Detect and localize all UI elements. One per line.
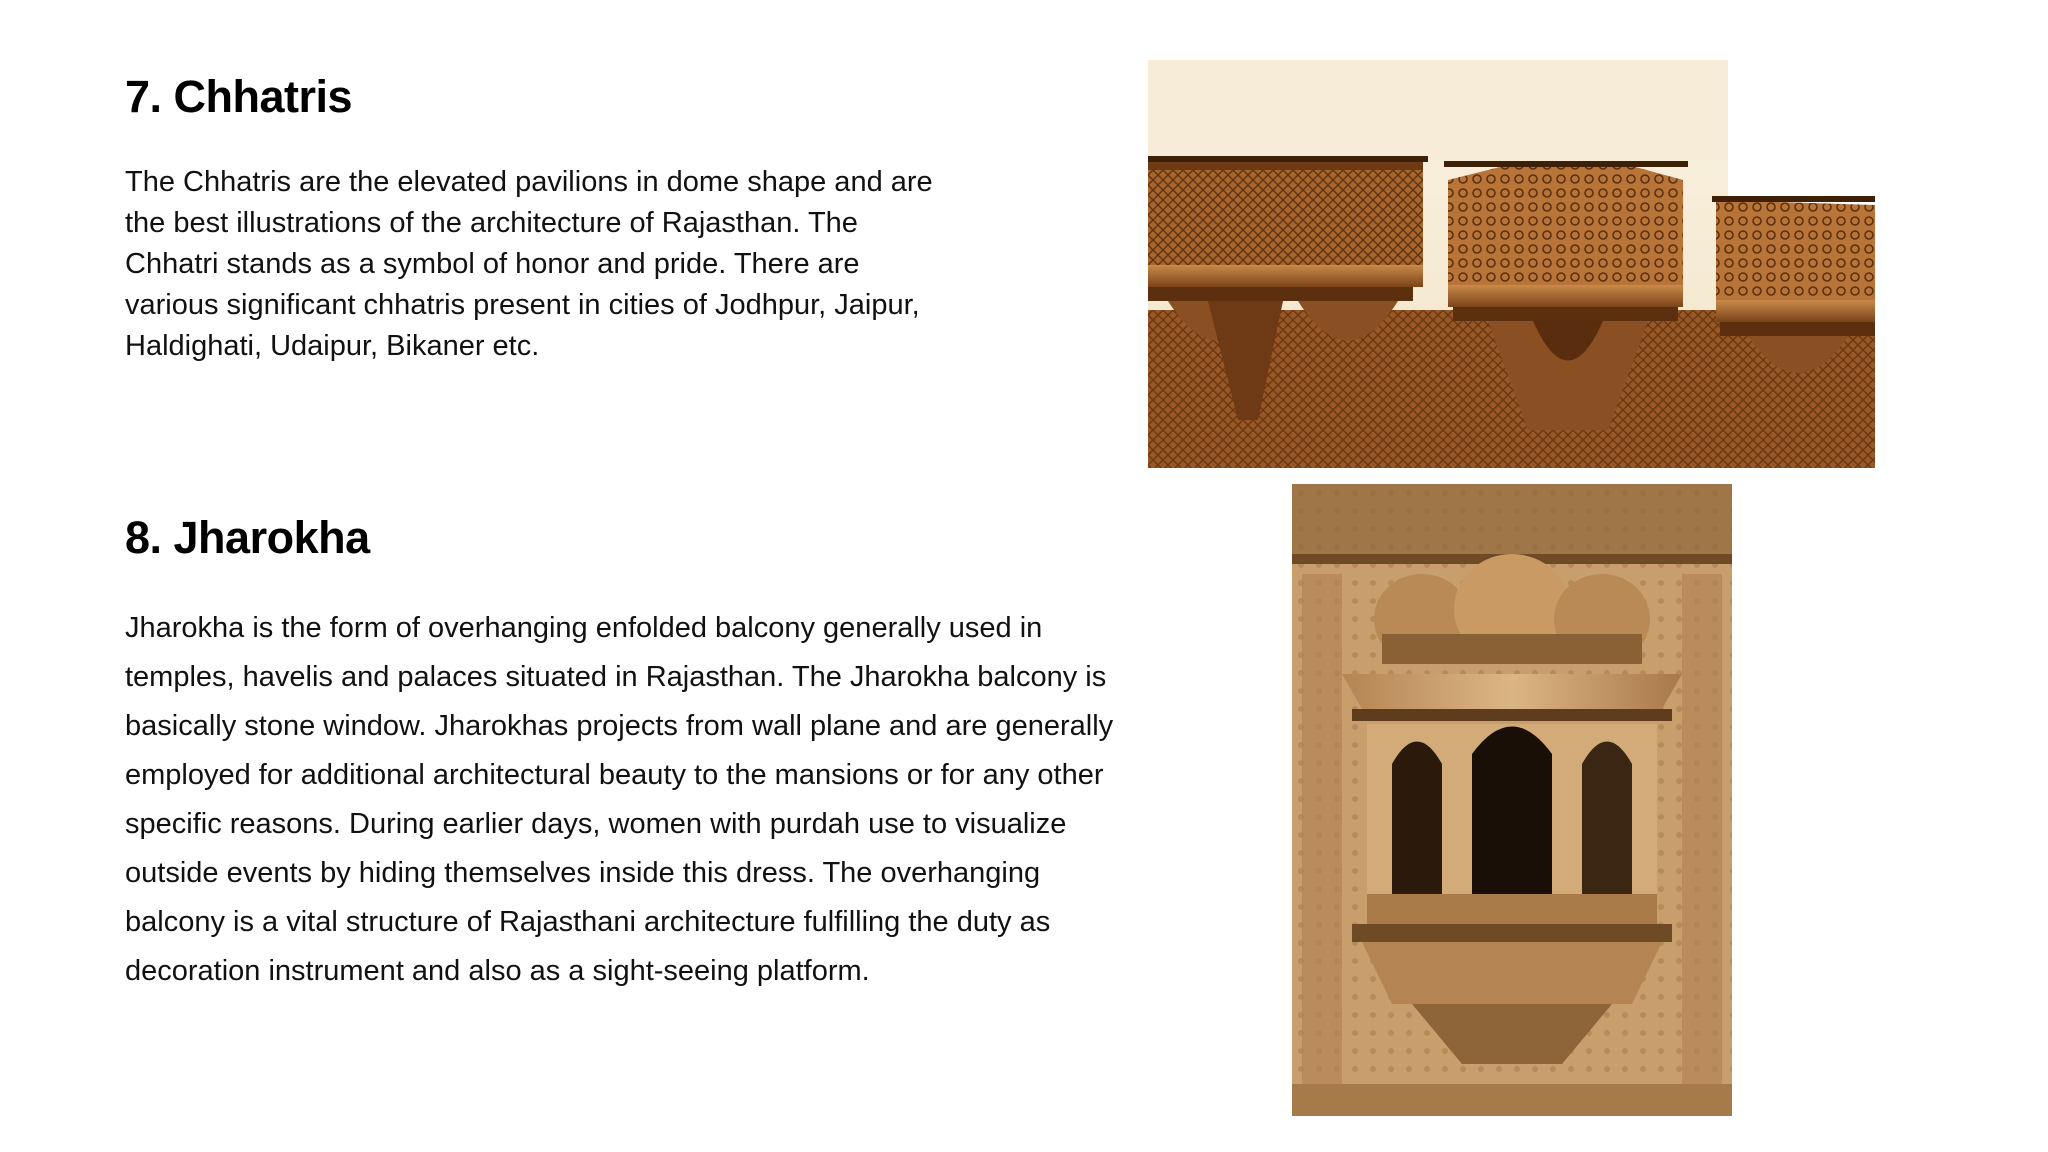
section-body-chhatris: The Chhatris are the elevated pavilions in dome shape and are the best illustrations of the architecture of Rajasthan. The Chhatri stands as a symbol of honor and pride. There are various significant chhatris present in cities of Jodhpur, Jaipur, Haldighati, Udaipur, Bikaner etc. (125, 166, 933, 362)
jharokha-illustration (1292, 484, 1732, 1116)
section-heading-jharokha: 8. Jharokha (125, 512, 370, 563)
section-heading-chhatris: 7. Chhatris (125, 71, 353, 122)
jharokha-balcony-photo (1292, 484, 1732, 1116)
chhatris-illustration (1148, 60, 1875, 468)
section-body-jharokha: Jharokha is the form of overhanging enfolded balcony generally used in temples, havelis and palaces situated in Rajasthan. The Jharokha balcony is basically stone window. Jharokhas projects from wall plane and are generally employed for additional architectural beauty to the mansions or for any other specific reasons. During earlier days, women with purdah use to visualize outside events by hiding themselves inside this dress. The overhanging balcony is a vital structure of Rajasthani architecture fulfilling the duty as decoration instrument and also as a sight-seeing platform. (125, 612, 1114, 987)
chhatris-balconies-photo (1148, 60, 1875, 468)
